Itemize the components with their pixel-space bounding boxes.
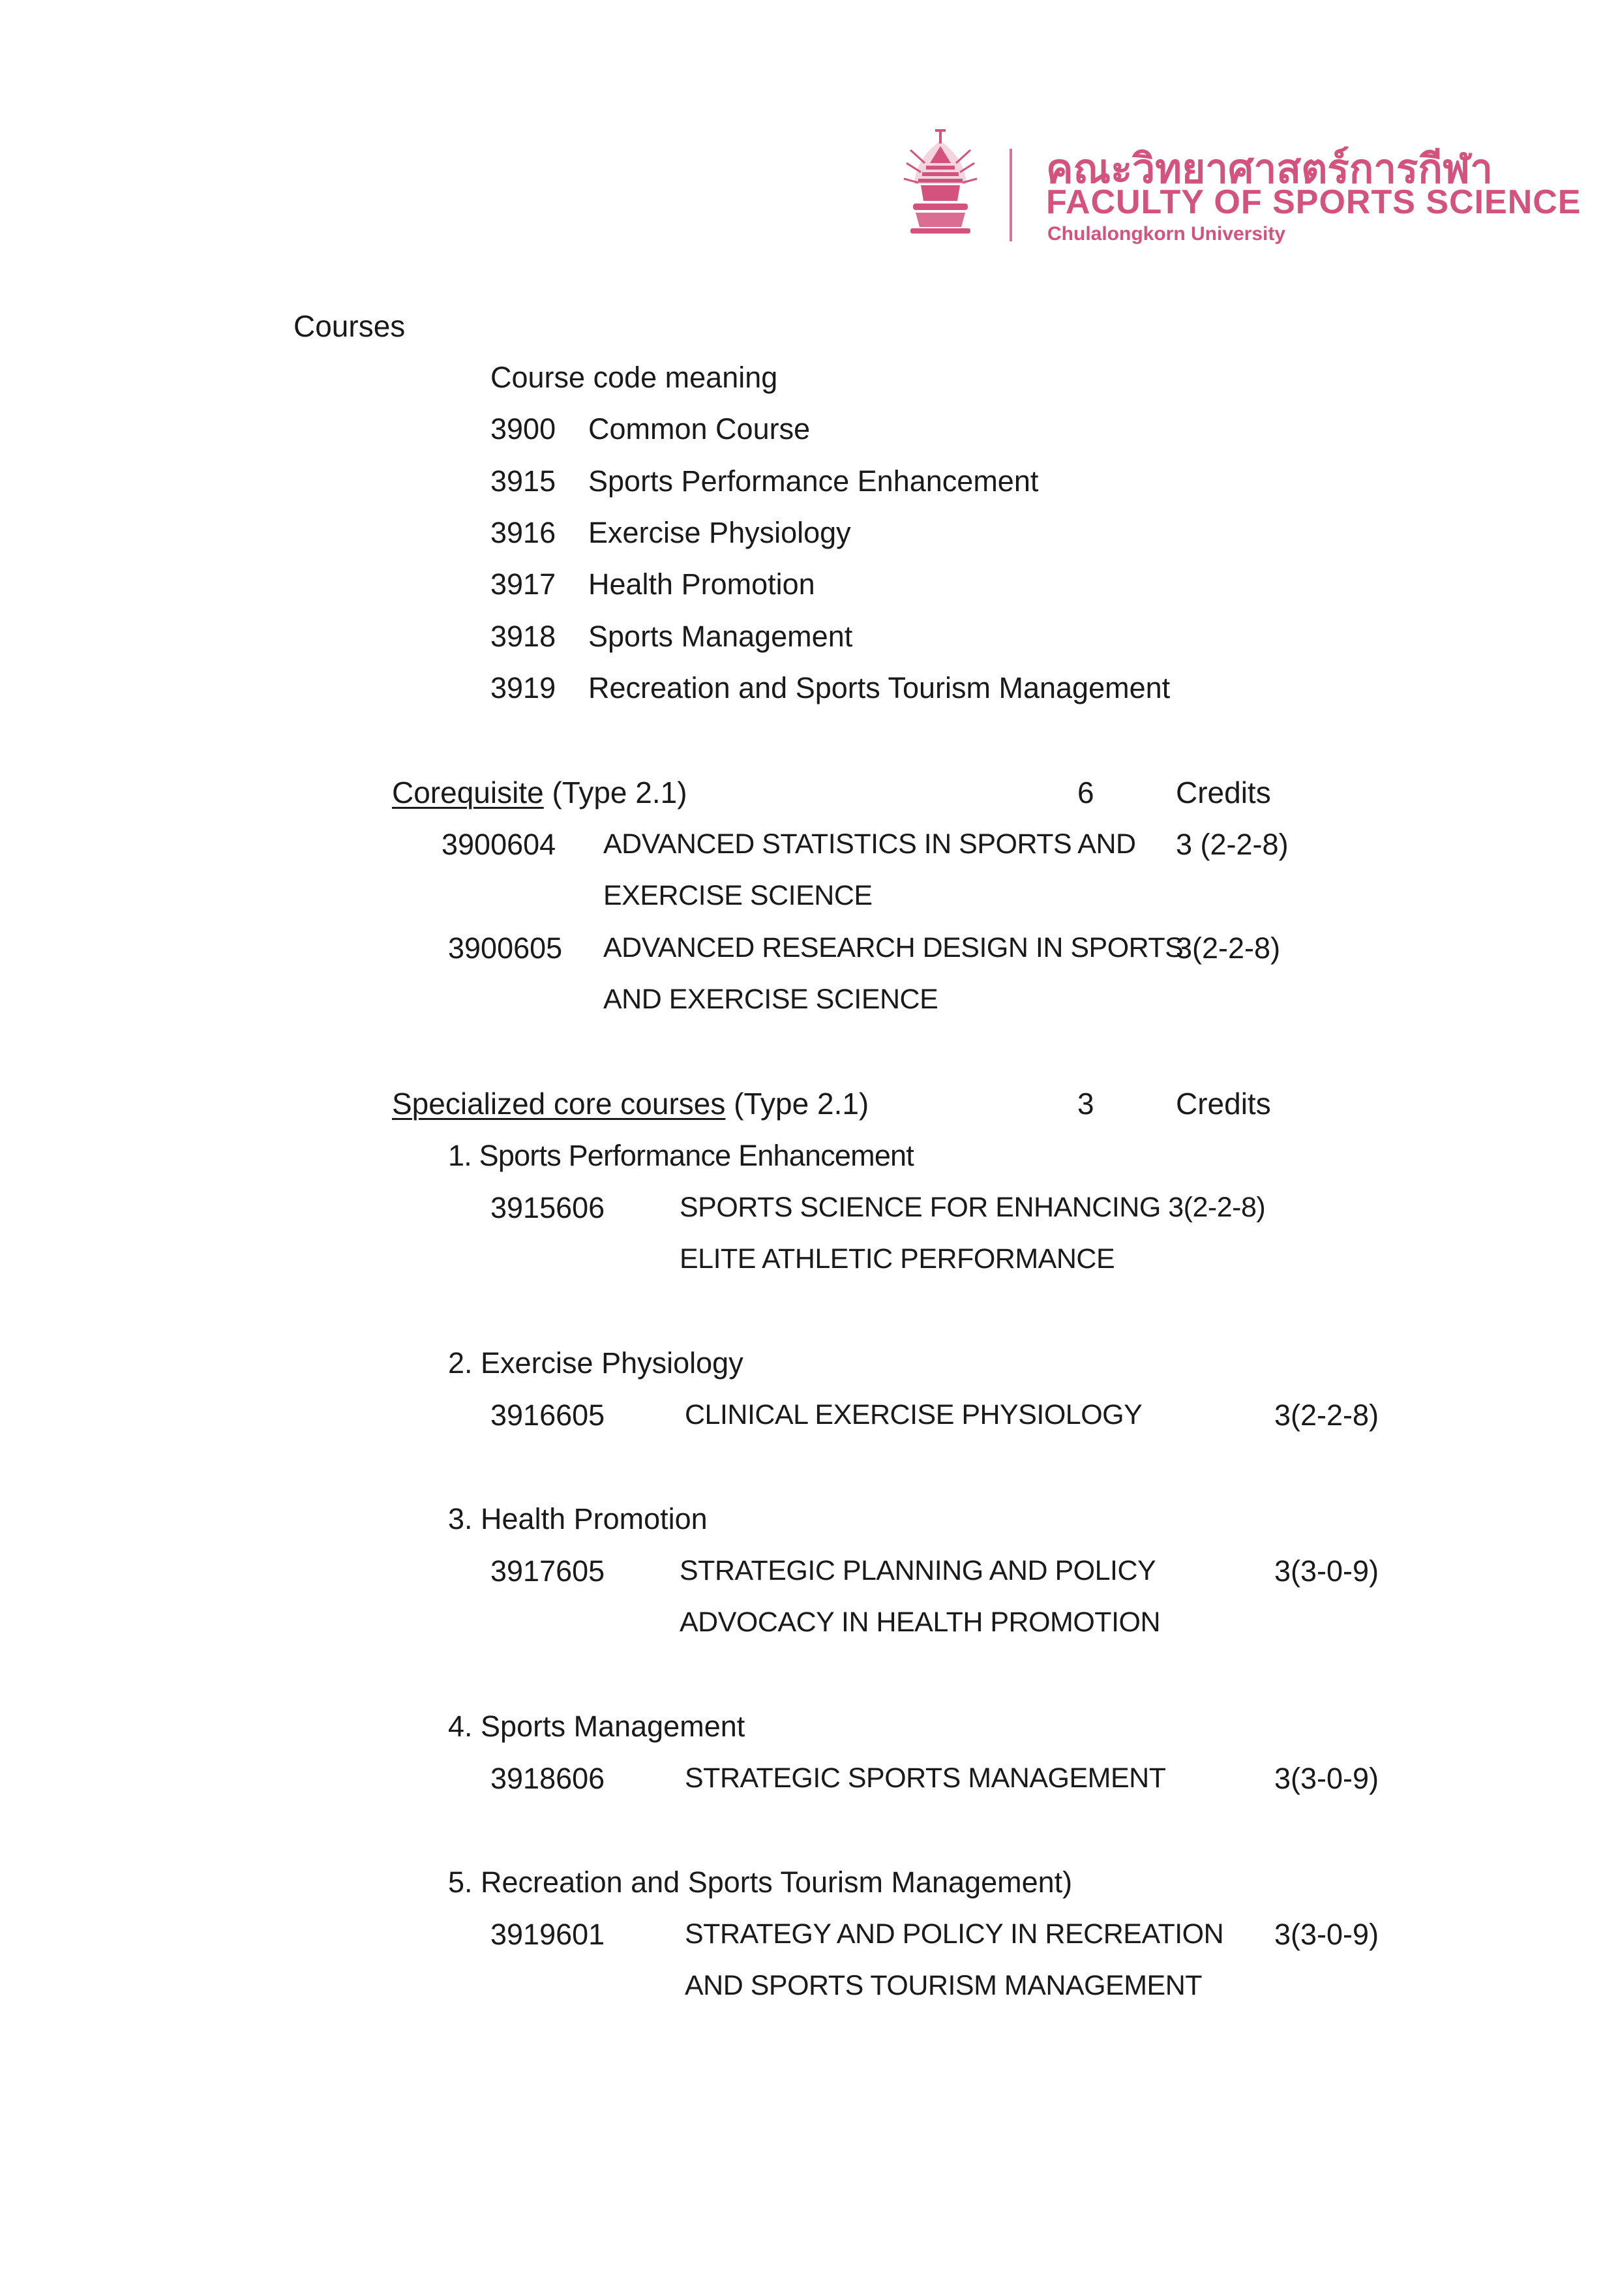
specialization-heading: 3. Health Promotion — [448, 1502, 708, 1535]
course-code: 3900605 — [448, 931, 563, 965]
course-name: SPORTS SCIENCE FOR ENHANCING 3(2-2-8) — [680, 1192, 1266, 1223]
course-credits: 3(2-2-8) — [1176, 931, 1281, 965]
course-code: 3919601 — [490, 1918, 605, 1951]
code-meaning-label: Health Promotion — [588, 567, 815, 601]
specialized-credits-label: Credits — [1176, 1087, 1271, 1121]
course-name-continued: ADVOCACY IN HEALTH PROMOTION — [680, 1607, 1161, 1638]
corequisite-heading — [392, 778, 687, 808]
course-name: ADVANCED STATISTICS IN SPORTS AND — [603, 828, 1136, 860]
corequisite-type: (Type 2.1) — [552, 776, 687, 809]
specialization-heading: 2. Exercise Physiology — [448, 1346, 743, 1380]
course-name: STRATEGIC SPORTS MANAGEMENT — [685, 1762, 1166, 1794]
course-name: STRATEGY AND POLICY IN RECREATION — [685, 1918, 1224, 1950]
code-meaning-label: Recreation and Sports Tourism Management — [588, 671, 1171, 704]
code-meaning-code: 3919 — [490, 671, 556, 704]
course-name-continued: ELITE ATHLETIC PERFORMANCE — [680, 1243, 1115, 1275]
course-credits: 3 (2-2-8) — [1176, 828, 1289, 861]
chulalongkorn-emblem-icon — [901, 124, 980, 241]
code-meaning-code: 3917 — [490, 567, 556, 601]
course-code: 3917605 — [490, 1554, 605, 1588]
course-name: CLINICAL EXERCISE PHYSIOLOGY — [685, 1399, 1143, 1430]
specialization-heading: 4. Sports Management — [448, 1710, 745, 1743]
course-name-continued: AND SPORTS TOURISM MANAGEMENT — [685, 1970, 1203, 2001]
code-meaning-label: Common Course — [588, 412, 811, 446]
corequisite-title: Corequisite — [392, 776, 544, 809]
specialized-title: Specialized core courses — [392, 1087, 726, 1121]
code-meaning-code: 3900 — [490, 412, 556, 446]
course-credits: 3(3-0-9) — [1274, 1918, 1379, 1951]
course-code: 3918606 — [490, 1762, 605, 1795]
code-meaning-title: Course code meaning — [490, 361, 778, 394]
specialized-credits-number: 3 — [1077, 1087, 1094, 1121]
specialized-type: (Type 2.1) — [734, 1087, 869, 1121]
code-meaning-code: 3915 — [490, 464, 556, 498]
specialization-heading: 1. Sports Performance Enhancement — [448, 1139, 914, 1172]
faculty-name-english: FACULTY OF SPORTS SCIENCE — [1046, 183, 1581, 221]
university-name: Chulalongkorn University — [1047, 223, 1286, 245]
faculty-name-thai: คณะวิทยาศาสตร์การกีฬา — [1046, 147, 1493, 192]
course-credits: 3(3-0-9) — [1274, 1554, 1379, 1588]
code-meaning-code: 3918 — [490, 620, 556, 653]
code-meaning-code: 3916 — [490, 516, 556, 549]
course-name: ADVANCED RESEARCH DESIGN IN SPORTS — [603, 932, 1184, 963]
course-name-continued: AND EXERCISE SCIENCE — [603, 984, 938, 1015]
code-meaning-label: Exercise Physiology — [588, 516, 851, 549]
course-credits: 3(3-0-9) — [1274, 1762, 1379, 1795]
specialized-heading — [392, 1089, 869, 1119]
course-name-continued: EXERCISE SCIENCE — [603, 880, 873, 911]
course-code: 3916605 — [490, 1398, 605, 1432]
corequisite-credits-number: 6 — [1077, 776, 1094, 809]
logo-divider — [1010, 149, 1012, 241]
code-meaning-label: Sports Performance Enhancement — [588, 464, 1039, 498]
courses-heading: Courses — [293, 309, 406, 343]
course-code: 3915606 — [490, 1191, 605, 1224]
course-credits: 3(2-2-8) — [1274, 1398, 1379, 1432]
corequisite-credits-label: Credits — [1176, 776, 1271, 809]
code-meaning-label: Sports Management — [588, 620, 853, 653]
specialization-heading: 5. Recreation and Sports Tourism Management) — [448, 1865, 1073, 1899]
course-code: 3900604 — [442, 828, 556, 861]
course-name: STRATEGIC PLANNING AND POLICY — [680, 1555, 1156, 1586]
